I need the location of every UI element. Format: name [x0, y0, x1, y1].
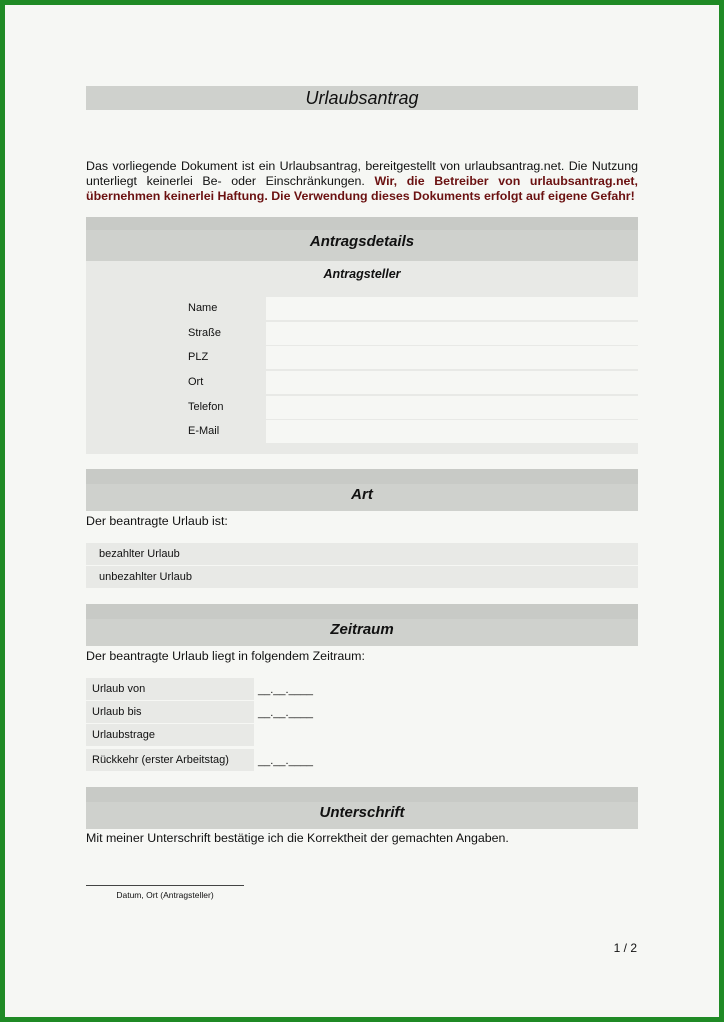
- field-label: E-Mail: [182, 420, 264, 443]
- email-field[interactable]: [266, 420, 638, 443]
- field-row-email: [182, 420, 638, 444]
- zeitraum-row-tage: [86, 724, 638, 747]
- zeitraum-row-von: [86, 678, 638, 701]
- section-heading-antragsdetails: Antragsdetails: [86, 217, 638, 261]
- option-unbezahlter-urlaub[interactable]: unbezahlter Urlaub: [86, 566, 638, 588]
- signature-caption: Datum, Ort (Antragsteller): [116, 890, 214, 900]
- zeitraum-label: Rückkehr (erster Arbeitstag): [86, 749, 254, 771]
- city-field[interactable]: [266, 371, 638, 394]
- zip-field[interactable]: [266, 346, 638, 369]
- field-label: Telefon: [182, 396, 264, 419]
- name-field[interactable]: [266, 297, 638, 320]
- urlaub-bis-field[interactable]: __.__.____: [256, 701, 638, 723]
- field-row-name: [182, 297, 638, 321]
- art-intro: Der beantragte Urlaub ist:: [86, 514, 228, 528]
- zeitraum-row-rueckkehr: [86, 749, 638, 772]
- field-row-strasse: [182, 322, 638, 346]
- zeitraum-label: Urlaubstrage: [86, 724, 254, 746]
- field-label: Straße: [182, 322, 264, 345]
- intro-paragraph: [86, 159, 638, 204]
- intro-warning: Wir, die Betreiber von urlaubsantrag.net, übernehmen keinerlei Haftung. Die Verwendung dieses Dokuments erfolgt auf eigene Gefahr!: [86, 174, 638, 203]
- rueckkehr-field[interactable]: __.__.____: [256, 749, 638, 771]
- document-page: [5, 5, 719, 1017]
- option-bezahlter-urlaub[interactable]: bezahlter Urlaub: [86, 543, 638, 565]
- subheading-antragsteller: Antragsteller: [86, 261, 638, 297]
- section-heading-art: Art: [86, 469, 638, 511]
- antragsteller-form: [86, 297, 638, 454]
- zeitraum-label: Urlaub bis: [86, 701, 254, 723]
- zeitraum-label: Urlaub von: [86, 678, 254, 700]
- page-number: 1 / 2: [613, 941, 637, 955]
- document-title: Urlaubsantrag: [86, 86, 638, 110]
- signature-line[interactable]: [86, 885, 244, 886]
- field-row-ort: [182, 371, 638, 395]
- field-label: PLZ: [182, 346, 264, 369]
- zeitraum-row-bis: [86, 701, 638, 724]
- zeitraum-intro: Der beantragte Urlaub liegt in folgendem Zeitraum:: [86, 649, 365, 663]
- field-label: Name: [182, 297, 264, 320]
- phone-field[interactable]: [266, 396, 638, 419]
- section-heading-unterschrift: Unterschrift: [86, 787, 638, 829]
- unterschrift-text: Mit meiner Unterschrift bestätige ich die Korrektheit der gemachten Angaben.: [86, 831, 509, 845]
- street-field[interactable]: [266, 322, 638, 345]
- urlaub-von-field[interactable]: __.__.____: [256, 678, 638, 700]
- field-label: Ort: [182, 371, 264, 394]
- section-heading-zeitraum: Zeitraum: [86, 604, 638, 646]
- intro-text: Das vorliegende Dokument ist ein Urlaubsantrag, bereitgestellt von urlaubsantrag.net. Die Nutzung unterliegt keinerlei Be- oder Einschränkungen.: [86, 159, 638, 188]
- urlaubstage-field[interactable]: [256, 724, 638, 746]
- field-row-plz: [182, 346, 638, 370]
- field-row-telefon: [182, 396, 638, 420]
